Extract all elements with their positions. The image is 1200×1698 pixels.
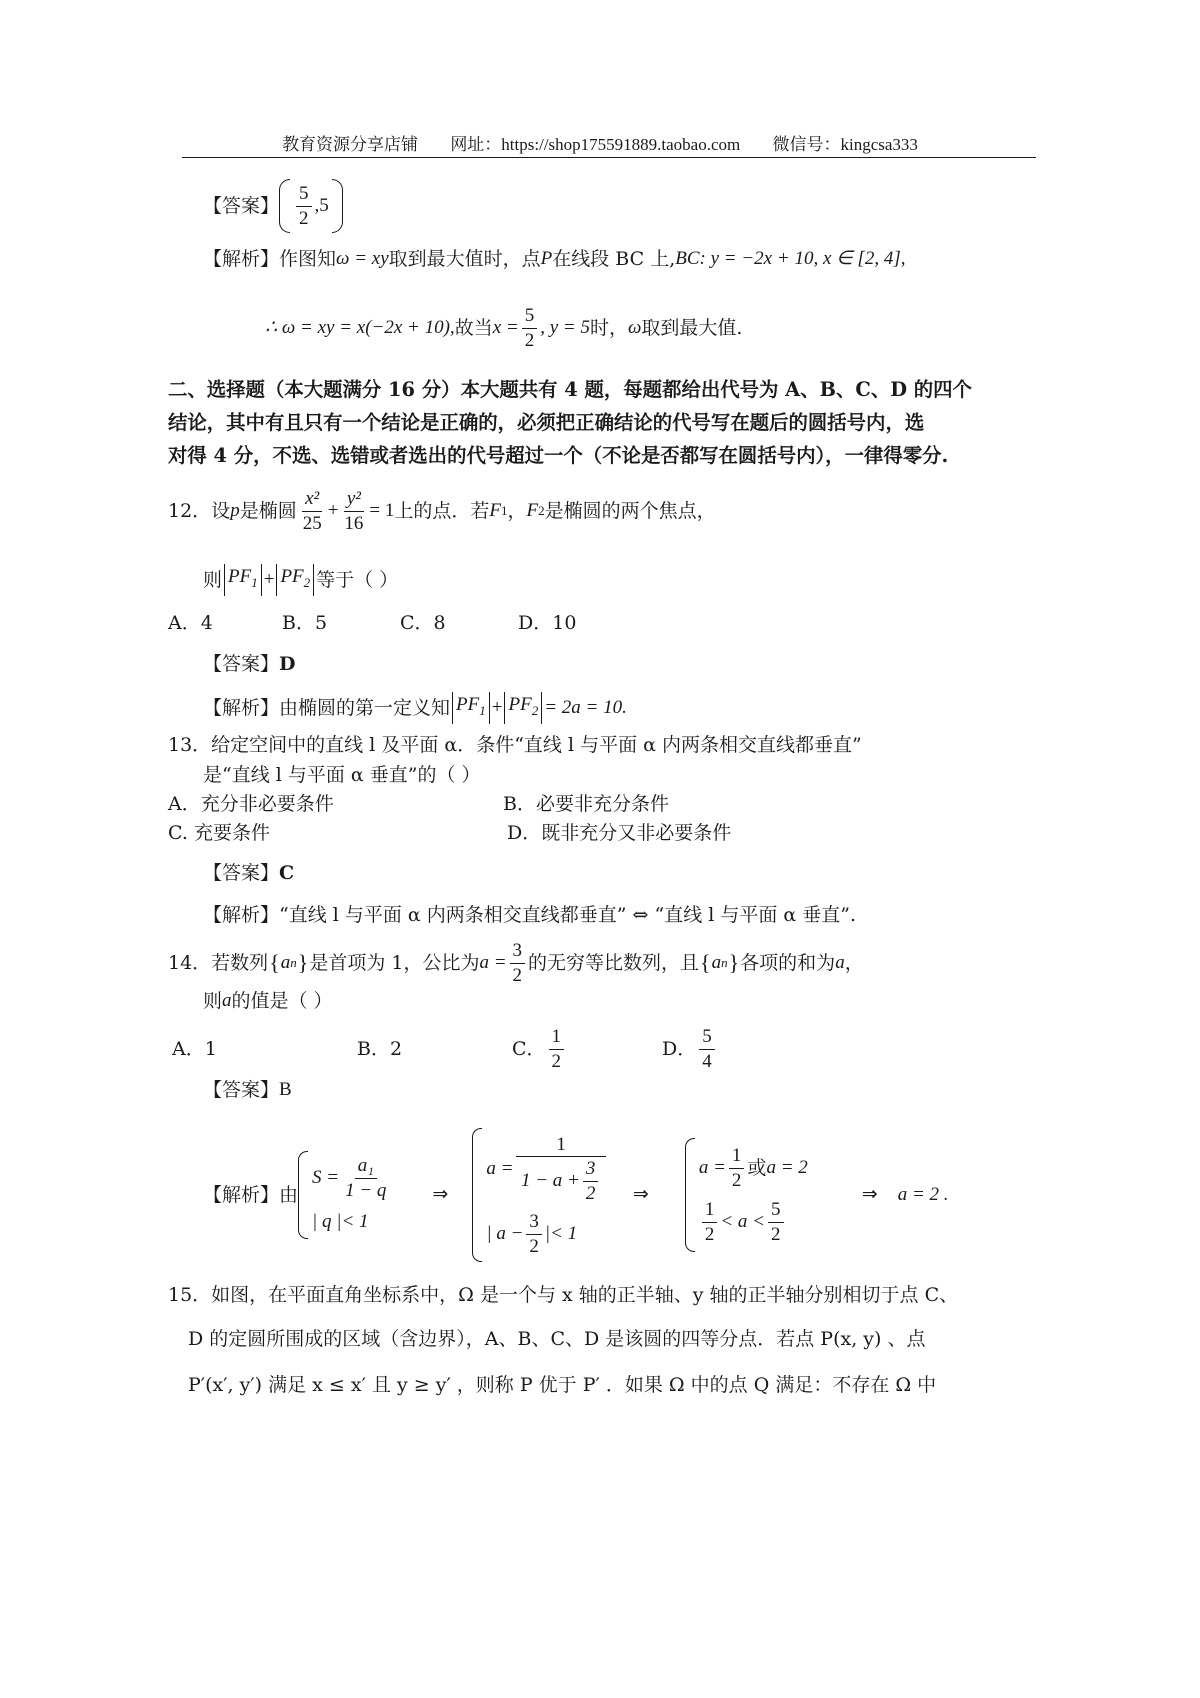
text: 则 — [203, 990, 223, 1012]
q12-options — [168, 610, 576, 636]
equation-system-2 — [472, 1128, 609, 1262]
subscript: 2 — [538, 503, 545, 518]
math: ω — [628, 317, 642, 338]
q13-stem-line2: 是“直线 l 与平面 α 垂直”的（ ） — [203, 764, 481, 786]
q14-answer — [203, 1077, 292, 1103]
math: F — [489, 500, 502, 521]
text: 取到最大值. — [641, 317, 743, 339]
text: 等于（ ） — [316, 569, 399, 591]
system-row: | a − $\frac{3}{2}$ |< 1 — [486, 1210, 578, 1257]
text: 是椭圆 — [239, 500, 297, 522]
implies-arrow: ⇒ — [432, 1184, 449, 1205]
fraction-numerator: 5 — [296, 183, 312, 207]
fraction-numerator: 5 — [522, 305, 538, 329]
header-shop: 教育资源分享店铺 — [282, 135, 419, 154]
text: 的无穷等比数列，且 — [528, 952, 700, 974]
answer-tag: 【答案】 — [203, 195, 280, 217]
answer-value: C — [279, 862, 295, 884]
option-a: A．4 — [168, 612, 213, 634]
right-paren — [332, 179, 343, 233]
q12-stem-line2 — [203, 564, 398, 596]
header-wechat: 微信号：kingcsa333 — [772, 135, 918, 154]
answer-tag: 【答案】 — [203, 653, 280, 675]
option-b: B．5 — [282, 612, 328, 634]
right-brace: } — [728, 950, 740, 975]
system-row: $\frac{1}{2}$ < a < $\frac{5}{2}$ — [699, 1195, 808, 1249]
option-b: B．2 — [357, 1038, 403, 1060]
math: a — [280, 952, 291, 973]
answer-tail: ,5 — [314, 195, 329, 216]
section-header-line1: 二、选择题（本大题满分 16 分）本大题共有 4 题，每题都给出代号为 A、B、C、D 的四个 — [168, 378, 972, 401]
implies-arrow: ⇒ — [861, 1184, 878, 1205]
q13-stem-line1: 13．给定空间中的直线 l 及平面 α．条件“直线 l 与平面 α 内两条相交直线都垂直” — [168, 734, 862, 756]
option-c: C．8 — [400, 612, 446, 634]
math: a — [711, 952, 722, 973]
header-rule — [182, 157, 1036, 158]
system-row: S = $\frac{\text{a₁}}{1 - q}$ — [312, 1154, 387, 1201]
question-number: 12．设 — [168, 500, 231, 522]
q12-answer — [203, 651, 296, 677]
math: a — [835, 952, 845, 973]
fraction-denominator: 2 — [299, 207, 309, 229]
fraction-numerator: 1 — [549, 1026, 565, 1050]
q14-stem-line2 — [203, 988, 333, 1014]
text: 在线段 BC 上, — [552, 248, 676, 270]
implies-arrow: ⇒ — [632, 1184, 649, 1205]
text: 上的点．若 — [394, 500, 490, 522]
fraction — [549, 1026, 565, 1073]
plus-sign: + — [491, 697, 503, 718]
q11-answer-line — [203, 176, 343, 236]
q13-answer — [203, 860, 294, 886]
brace — [472, 1128, 482, 1262]
fraction-denominator: 2 — [512, 964, 523, 986]
analysis-tag: 【解析】 — [203, 697, 280, 719]
left-brace: { — [269, 950, 280, 975]
subscript: n — [290, 955, 297, 970]
absolute-value: $PF_2$ — [504, 692, 542, 724]
fraction-numerator: 5 — [699, 1026, 715, 1050]
fraction-denominator: 2 — [524, 329, 535, 351]
text: 则 — [203, 569, 223, 591]
option-d — [662, 1026, 718, 1073]
math: : y = −2x + 10, x ∈ [2, 4], — [699, 248, 906, 269]
math: , y = 5 — [540, 317, 590, 338]
subscript: n — [721, 955, 728, 970]
right-brace: } — [297, 950, 309, 975]
math: p — [230, 500, 240, 521]
system-row: | q |< 1 — [312, 1211, 369, 1232]
fraction-denominator: 16 — [344, 512, 364, 534]
analysis-tag: 【解析】 — [203, 248, 280, 270]
math: = 2a = 10. — [544, 697, 627, 718]
header-site: 网址：https://shop175591889.taobao.com — [450, 135, 741, 154]
option-a: A．1 — [172, 1038, 217, 1060]
plus-sign: + — [263, 569, 275, 590]
fraction-denominator: 2 — [551, 1050, 562, 1072]
equation-system-3 — [685, 1138, 808, 1252]
q11-analysis-line2 — [265, 298, 742, 358]
absolute-value: $PF_1$ — [224, 564, 262, 596]
brace — [685, 1138, 695, 1252]
q14-options — [172, 1020, 718, 1078]
text: ， — [507, 500, 527, 522]
result: a = 2 . — [897, 1184, 949, 1205]
absolute-value: $PF_1$ — [452, 692, 490, 724]
math: F — [526, 500, 539, 521]
fraction — [300, 488, 325, 535]
q12-analysis — [203, 692, 627, 724]
q15-stem-line3: P′(x′, y′) 满足 x ≤ x′ 且 y ≥ y′ ，则称 P 优于 P′ ．如果 Ω 中的点 Q 满足：不存在 Ω 中 — [188, 1374, 937, 1396]
system-row: a = 1 1 − a + $\frac{3}{2}$ — [486, 1130, 609, 1208]
answer-tag: 【答案】 — [203, 862, 280, 884]
q14-stem-line1 — [168, 934, 864, 992]
q13-option-c: C. 充要条件 — [168, 822, 270, 844]
q11-analysis-line1 — [203, 246, 905, 272]
text: 取到最大值时，点 — [388, 248, 541, 270]
text: 故当 — [454, 317, 493, 339]
fraction — [699, 1026, 715, 1073]
option-label: C． — [512, 1038, 546, 1060]
q13-option-d: D．既非充分又非必要条件 — [507, 822, 732, 844]
section-header-line3: 对得 4 分，不选、选错或者选出的代号超过一个（不论是否都写在圆括号内），一律得零分. — [168, 444, 949, 467]
page-header — [0, 130, 1200, 155]
option-label: D． — [662, 1038, 697, 1060]
absolute-value: $PF_2$ — [276, 564, 314, 596]
fraction-numerator: 3 — [510, 940, 526, 964]
fraction — [296, 183, 312, 230]
fraction-numerator: x² — [302, 488, 322, 512]
plus-sign: + — [327, 500, 339, 521]
fraction — [341, 488, 366, 535]
q13-analysis: 【解析】“直线 l 与平面 α 内两条相交直线都垂直” ⇔ “直线 l 与平面 α 垂直”. — [203, 904, 857, 926]
text: 是首项为 1，公比为 — [309, 952, 480, 974]
subscript: 1 — [501, 503, 508, 518]
system-row: a = $\frac{1}{2}$ 或 a = 2 — [698, 1144, 808, 1191]
fraction — [510, 940, 526, 987]
text: 是椭圆的两个焦点， — [544, 500, 716, 522]
text: 作图知 — [279, 248, 337, 270]
text: 各项的和为 — [740, 952, 836, 974]
analysis-tag: 【解析】由 — [203, 1184, 299, 1206]
q13-option-a: A．充分非必要条件 — [168, 793, 334, 815]
math: a = — [479, 952, 507, 973]
left-paren — [279, 179, 290, 233]
left-brace: { — [700, 950, 711, 975]
section-header-line2: 结论，其中有且只有一个结论是正确的，必须把正确结论的代号写在题后的圆括号内，选 — [168, 411, 925, 434]
fraction-numerator: y² — [344, 488, 364, 512]
answer-tag: 【答案】 — [203, 1079, 280, 1101]
text: ， — [844, 952, 864, 974]
equation-system-1 — [298, 1151, 392, 1239]
fraction — [522, 305, 538, 352]
q15-stem-line1: 15．如图，在平面直角坐标系中，Ω 是一个与 x 轴的正半轴、y 轴的正半轴分别相切于点 C、 — [168, 1284, 959, 1306]
math: ∴ ω = xy = x(−2x + 10), — [265, 317, 455, 338]
text: 14．若数列 — [168, 952, 269, 974]
math: = 1 — [369, 500, 395, 521]
q13-option-b: B．必要非充分条件 — [503, 793, 669, 815]
q14-analysis — [203, 1120, 949, 1270]
math: a — [222, 990, 232, 1011]
brace — [298, 1151, 308, 1239]
text: 的值是（ ） — [231, 990, 333, 1012]
option-d: D．10 — [518, 612, 577, 634]
text: 时， — [589, 317, 628, 339]
fraction-denominator: 4 — [702, 1050, 712, 1072]
math: P — [540, 248, 553, 269]
math: BC — [675, 248, 700, 269]
math: x = — [492, 317, 519, 338]
q15-stem-line2: D 的定圆所围成的区域（含边界），A、B、C、D 是该圆的四等分点．若点 P(x, y) 、点 — [188, 1328, 926, 1350]
answer-value: D — [279, 653, 296, 675]
fraction-denominator: 25 — [302, 512, 322, 534]
option-c — [512, 1026, 662, 1073]
text: 由椭圆的第一定义知 — [279, 697, 451, 719]
q12-stem-line1 — [168, 482, 716, 540]
answer-value: B — [279, 1079, 292, 1100]
math: ω = xy — [336, 248, 389, 269]
